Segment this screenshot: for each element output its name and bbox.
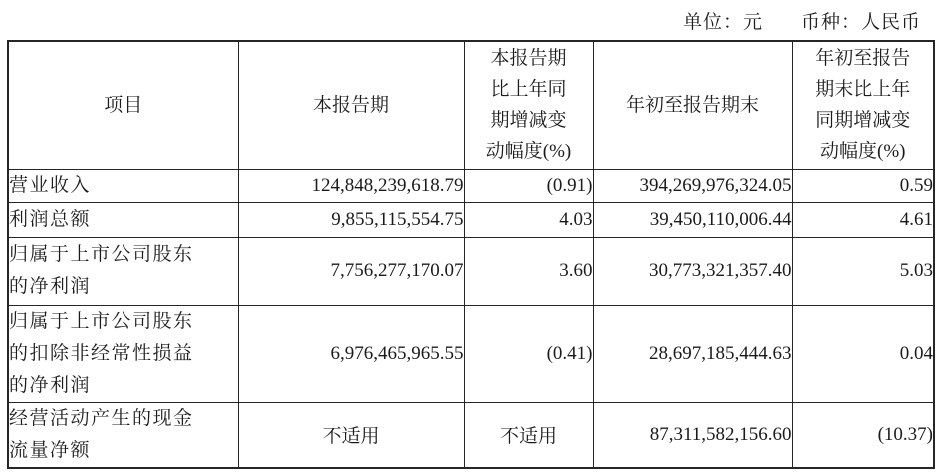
column-header-year-to-date-change: 年初至报告 期末比上年 同期增减变 动幅度(%) [792,41,934,169]
cell-current-period: 7,756,277,170.07 [238,237,464,305]
financial-summary-table [7,40,935,469]
cell-year-to-date-change: 0.04 [792,305,934,402]
header-row [8,41,934,169]
cell-current-period-change: 3.60 [464,237,593,305]
cell-current-period: 6,976,465,965.55 [238,305,464,402]
cell-item: 利润总额 [8,202,238,237]
cell-current-period-change: (0.91) [464,169,593,202]
cell-item: 归属于上市公司股东 的净利润 [8,237,238,305]
unit-label: 单位：元 [682,11,763,33]
cell-item: 经营活动产生的现金 流量净额 [8,402,238,468]
cell-current-period: 124,848,239,618.79 [238,169,464,202]
row-net-profit-deducting-non-recurring [8,305,934,402]
cell-current-period: 9,855,115,554.75 [238,202,464,237]
table-caption-bar [0,0,939,40]
cell-year-to-date: 28,697,185,444.63 [593,305,792,402]
row-operating-cash-flow [8,402,934,468]
cell-year-to-date: 394,269,976,324.05 [593,169,792,202]
row-total-profit [8,202,934,237]
cell-year-to-date-change: (10.37) [792,402,934,468]
cell-current-period-change: 4.03 [464,202,593,237]
currency-label: 币种：人民币 [800,11,921,33]
cell-year-to-date: 39,450,110,006.44 [593,202,792,237]
column-header-current-period: 本报告期 [238,41,464,169]
column-header-current-period-change: 本报告期 比上年同 期增减变 动幅度(%) [464,41,593,169]
cell-current-period: 不适用 [238,402,464,468]
column-header-year-to-date: 年初至报告期末 [593,41,792,169]
cell-item: 营业收入 [8,169,238,202]
cell-current-period-change: 不适用 [464,402,593,468]
row-net-profit-attributable [8,237,934,305]
column-header-item: 项目 [8,41,238,169]
row-operating-revenue [8,169,934,202]
cell-item: 归属于上市公司股东 的扣除非经常性损益 的净利润 [8,305,238,402]
cell-year-to-date-change: 4.61 [792,202,934,237]
cell-year-to-date-change: 5.03 [792,237,934,305]
cell-year-to-date-change: 0.59 [792,169,934,202]
cell-year-to-date: 30,773,321,357.40 [593,237,792,305]
cell-year-to-date: 87,311,582,156.60 [593,402,792,468]
cell-current-period-change: (0.41) [464,305,593,402]
